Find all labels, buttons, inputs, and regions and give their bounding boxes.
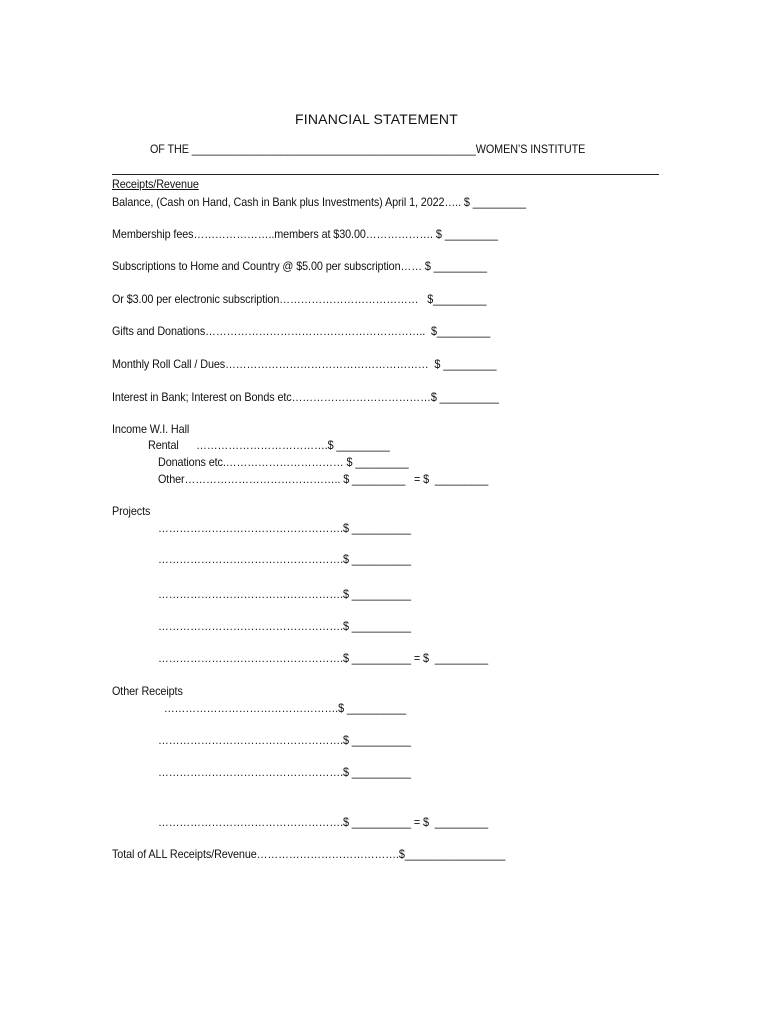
other-receipts-heading: Other Receipts	[112, 684, 183, 698]
project-line: …………………………………………….$ __________	[158, 521, 411, 535]
hall-donations-line: Donations etc.…………………………… $ _________	[158, 455, 409, 469]
hall-other-line: Other…………………………………….. $ _________ = $ _________	[158, 472, 489, 486]
institute-name-line: OF THE ________________________________________________WOMEN’S INSTITUTE	[150, 142, 586, 156]
other-receipt-line: ………………………………………….$ __________	[158, 701, 407, 715]
roll-call-line: Monthly Roll Call / Dues………………………………………………… $ _________	[112, 357, 497, 371]
project-line: …………………………………………….$ __________	[158, 552, 411, 566]
hall-income-heading: Income W.I. Hall	[112, 422, 190, 436]
receipts-revenue-heading: Receipts/Revenue	[112, 177, 199, 191]
other-receipt-line: …………………………………………….$ __________	[158, 733, 411, 747]
other-receipt-total-line: …………………………………………….$ __________ = $ _________	[158, 815, 489, 829]
electronic-subscription-line: Or $3.00 per electronic subscription………………………………… $_________	[112, 292, 487, 306]
subscriptions-line: Subscriptions to Home and Country @ $5.00 per subscription…… $ _________	[112, 259, 487, 273]
project-total-line: …………………………………………….$ __________ = $ _________	[158, 651, 489, 665]
projects-heading: Projects	[112, 504, 151, 518]
page-title: FINANCIAL STATEMENT	[295, 111, 458, 127]
project-line: …………………………………………….$ __________	[158, 587, 411, 601]
interest-line: Interest in Bank; Interest on Bonds etc…………………………………$ __________	[112, 390, 499, 404]
membership-fees-line: Membership fees…………………..members at $30.00………………. $ _________	[112, 227, 498, 241]
section-divider	[112, 174, 659, 175]
other-receipt-line: …………………………………………….$ __________	[158, 765, 411, 779]
hall-rental-line: Rental ……………………………….$ _________	[148, 438, 390, 452]
total-receipts-line: Total of ALL Receipts/Revenue………………………………….$_________________	[112, 847, 506, 861]
balance-line: Balance, (Cash on Hand, Cash in Bank plus Investments) April 1, 2022….. $ _________	[112, 195, 526, 209]
gifts-donations-line: Gifts and Donations…………………………………………………….. $_________	[112, 324, 491, 338]
project-line: …………………………………………….$ __________	[158, 619, 411, 633]
